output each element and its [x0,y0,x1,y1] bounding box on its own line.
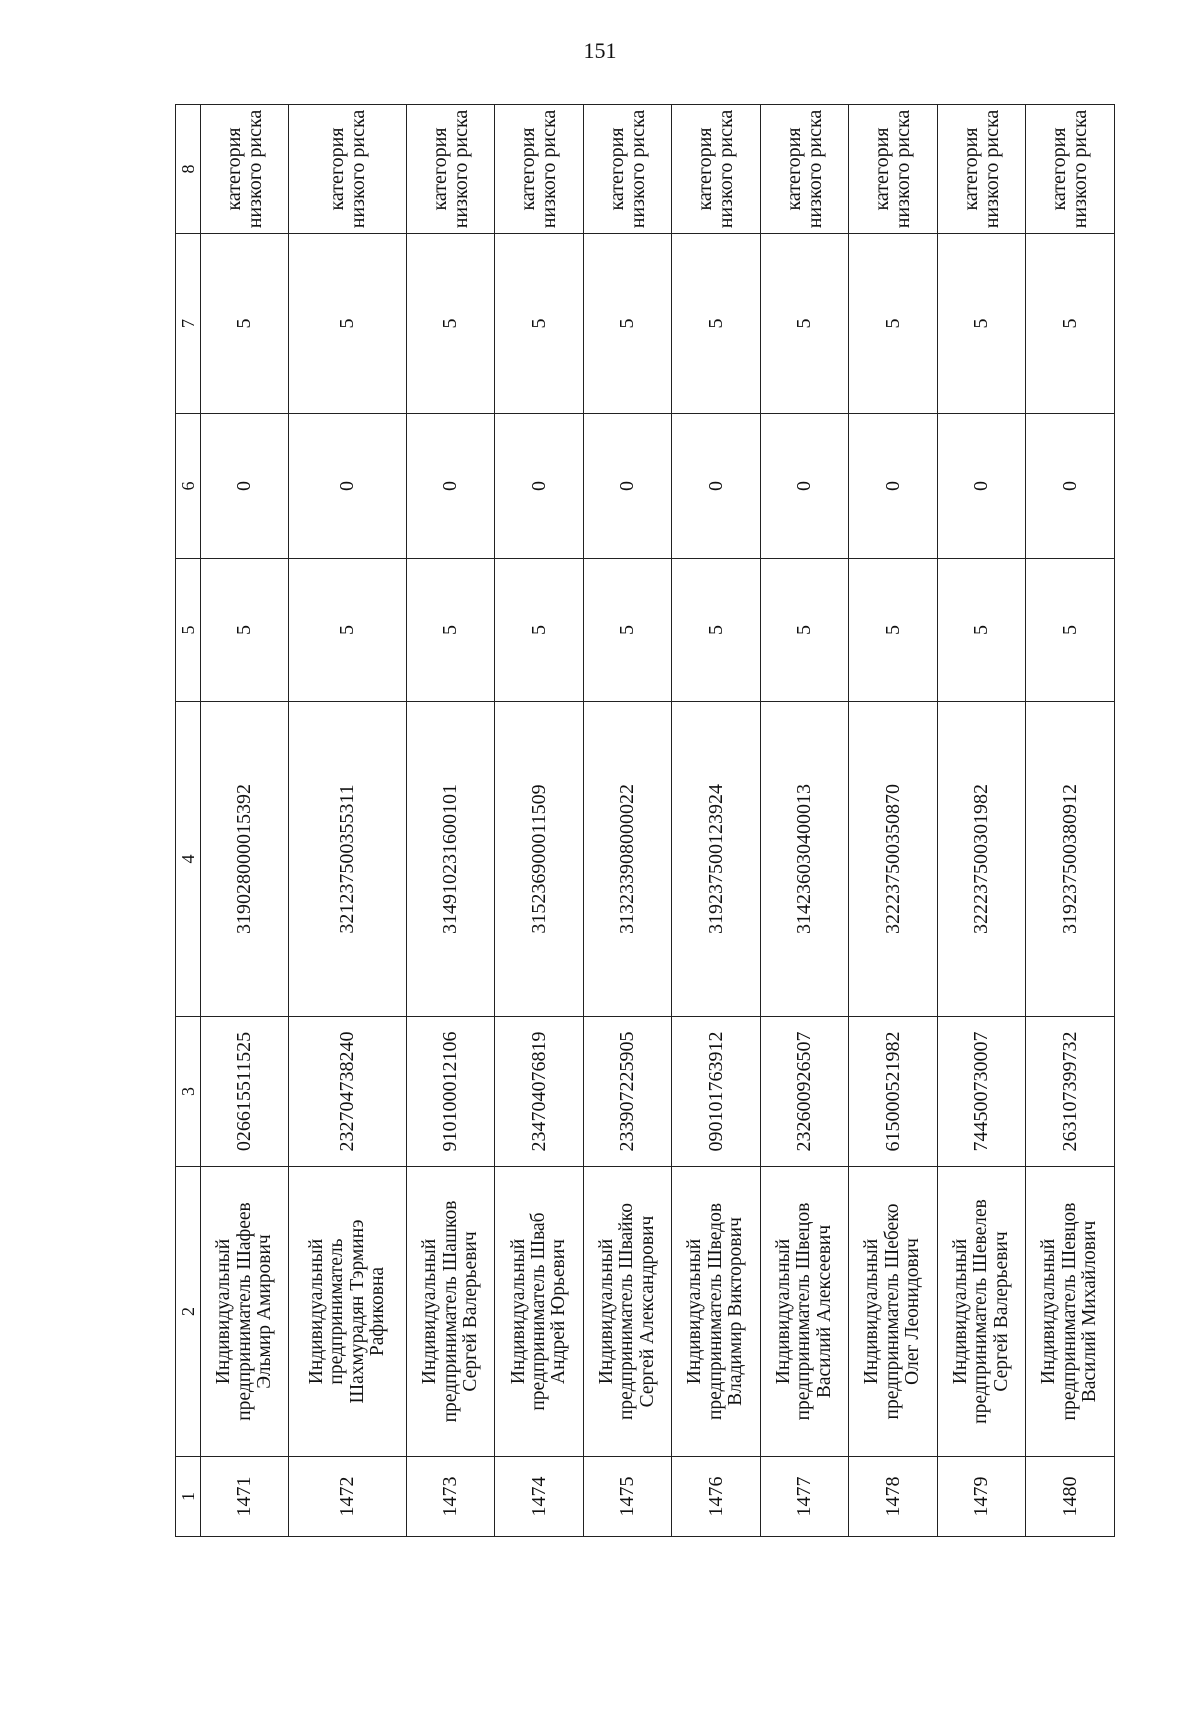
risk-category-cell-line: категория [428,127,451,211]
ogrnip-cell: 313233908000022 [583,702,671,1017]
entrepreneur-name-cell-line: Индивидуальный [305,1238,327,1385]
entrepreneur-name-cell-line: Индивидуальный [419,1238,441,1385]
entrepreneur-name-cell [495,1167,583,1457]
entrepreneur-name-cell-line: Владимир Викторович [725,1217,747,1406]
column-5-cell: 5 [495,559,583,702]
row-number-cell: 1478 [849,1457,937,1537]
risk-category-cell-line: категория [222,127,245,211]
entrepreneur-name-cell [937,1167,1025,1457]
entrepreneur-name-cell-line: Индивидуальный [684,1238,706,1385]
entrepreneur-name-cell [407,1167,495,1457]
table-row [1026,105,1115,1537]
entrepreneur-name-cell-line: Шахмурадян Тэрминэ [346,1219,368,1404]
risk-category-cell-line: категория [605,127,628,211]
column-5-cell: 5 [760,559,848,702]
entrepreneur-name-cell-line: Сергей Валерьевич [990,1231,1012,1392]
header-row [176,105,201,1537]
inn-cell: 910100012106 [407,1017,495,1167]
risk-category-cell-line: низкого риска [538,109,561,229]
risk-category-cell-line: низкого риска [715,109,738,229]
risk-category-cell-line: низкого риска [980,109,1003,229]
entrepreneur-name-cell-line: Индивидуальный [1038,1238,1060,1385]
inn-cell: 026615511525 [201,1017,289,1167]
entrepreneur-name-cell-line: предприниматель Шашков [439,1200,461,1423]
risk-category-cell [407,105,495,234]
row-number-cell: 1471 [201,1457,289,1537]
column-7-cell: 5 [672,234,760,414]
inn-cell: 263107399732 [1026,1017,1115,1167]
column-header-7: 7 [176,234,201,414]
row-number-cell: 1472 [289,1457,407,1537]
ogrnip-cell: 319237500380912 [1026,702,1115,1017]
inn-cell: 090101763912 [672,1017,760,1167]
entrepreneur-name-cell [201,1167,289,1457]
risk-category-cell-line: категория [782,127,805,211]
entrepreneur-name-cell-line: Андрей Юрьевич [548,1239,570,1384]
ogrnip-cell: 314910231600101 [407,702,495,1017]
table-row [495,105,583,1537]
risk-category-cell-line: категория [517,127,540,211]
row-number-cell: 1476 [672,1457,760,1537]
column-5-cell: 5 [937,559,1025,702]
column-6-cell: 0 [495,414,583,559]
table-row [672,105,760,1537]
column-5-cell: 5 [201,559,289,702]
ogrnip-cell: 321237500355311 [289,702,407,1017]
risk-category-cell-line: низкого риска [243,109,266,229]
inn-cell: 744500730007 [937,1017,1025,1167]
row-number-cell: 1474 [495,1457,583,1537]
entrepreneur-name-cell-line: Индивидуальный [861,1238,883,1385]
risk-category-cell-line: категория [871,127,894,211]
entrepreneur-name-cell-line: предприниматель [326,1238,348,1385]
table-body [201,105,1115,1537]
row-number-cell: 1480 [1026,1457,1115,1537]
column-6-cell: 0 [1026,414,1115,559]
risk-category-cell-line: категория [959,127,982,211]
inn-cell: 232600926507 [760,1017,848,1167]
risk-category-cell-line: низкого риска [803,109,826,229]
row-number-cell: 1479 [937,1457,1025,1537]
ogrnip-cell: 322237500350870 [849,702,937,1017]
risk-category-cell-line: низкого риска [346,109,369,229]
entrepreneur-name-cell [760,1167,848,1457]
table-row [937,105,1025,1537]
entrepreneur-name-cell-line: предприниматель Швецов [793,1202,815,1421]
entrepreneur-name-cell-line: Сергей Александрович [636,1215,658,1408]
risk-category-cell-line: категория [1048,127,1071,211]
risk-category-cell-line: низкого риска [626,109,649,229]
column-6-cell: 0 [289,414,407,559]
column-header-1: 1 [176,1457,201,1537]
row-number-cell: 1473 [407,1457,495,1537]
table-row [849,105,937,1537]
risk-category-cell [760,105,848,234]
entrepreneur-name-cell-line: предприниматель Шваб [527,1212,549,1411]
risk-category-cell [849,105,937,234]
entrepreneur-name-cell-line: Сергей Валерьевич [459,1231,481,1392]
column-7-cell: 5 [849,234,937,414]
column-7-cell: 5 [289,234,407,414]
column-7-cell: 5 [760,234,848,414]
ogrnip-cell: 315236900011509 [495,702,583,1017]
entrepreneur-name-cell-line: предприниматель Шевелев [970,1199,992,1424]
entrepreneur-name-cell [583,1167,671,1457]
entrepreneur-name-cell-line: Индивидуальный [213,1238,235,1385]
risk-category-cell [289,105,407,234]
column-5-cell: 5 [1026,559,1115,702]
column-7-cell: 5 [937,234,1025,414]
risk-category-cell-line: низкого риска [1069,109,1092,229]
inn-cell: 234704076819 [495,1017,583,1167]
ogrnip-cell: 314236030400013 [760,702,848,1017]
entrepreneur-name-cell-line: предприниматель Шевцов [1058,1202,1080,1421]
column-7-cell: 5 [201,234,289,414]
risk-category-cell [495,105,583,234]
table-row [201,105,289,1537]
table-row [407,105,495,1537]
entrepreneur-name-cell-line: предприниматель Шебеко [881,1203,903,1420]
column-7-cell: 5 [583,234,671,414]
row-number-cell: 1477 [760,1457,848,1537]
risk-category-cell-line: категория [694,127,717,211]
risk-category-cell [201,105,289,234]
entrepreneur-name-cell-line: предприниматель Швайко [616,1203,638,1420]
inn-cell: 615000521982 [849,1017,937,1167]
column-7-cell: 5 [495,234,583,414]
column-5-cell: 5 [583,559,671,702]
page-number: 151 [583,38,617,63]
entrepreneur-name-cell-line: Эльмир Амирович [253,1234,275,1389]
risk-category-cell [672,105,760,234]
entrepreneur-name-cell-line: Индивидуальный [507,1238,529,1385]
column-7-cell: 5 [407,234,495,414]
column-header-6: 6 [176,414,201,559]
registry-table [175,104,1115,1537]
entrepreneur-name-cell-line: предприниматель Шведов [704,1202,726,1421]
row-number-cell: 1475 [583,1457,671,1537]
column-header-2: 2 [176,1167,201,1457]
column-6-cell: 0 [672,414,760,559]
inn-cell: 232704738240 [289,1017,407,1167]
entrepreneur-name-cell [672,1167,760,1457]
entrepreneur-name-cell-line: Олег Леонидович [902,1238,924,1385]
entrepreneur-name-cell [1026,1167,1115,1457]
table-row [760,105,848,1537]
column-6-cell: 0 [937,414,1025,559]
table-row [289,105,407,1537]
entrepreneur-name-cell-line: Индивидуальный [596,1238,617,1385]
entrepreneur-name-cell [849,1167,937,1457]
column-5-cell: 5 [672,559,760,702]
risk-category-cell [937,105,1025,234]
column-5-cell: 5 [289,559,407,702]
column-7-cell: 5 [1026,234,1115,414]
column-6-cell: 0 [849,414,937,559]
entrepreneur-name-cell-line: Индивидуальный [949,1238,971,1385]
ogrnip-cell: 322237500301982 [937,702,1025,1017]
column-header-8: 8 [176,105,201,234]
ogrnip-cell: 319237500123924 [672,702,760,1017]
column-6-cell: 0 [407,414,495,559]
entrepreneur-name-cell-line: предприниматель Шафеев [233,1202,255,1421]
column-header-4: 4 [176,702,201,1017]
risk-category-cell-line: категория [325,127,348,211]
entrepreneur-name-cell-line: Рафиковна [367,1266,389,1357]
column-5-cell: 5 [407,559,495,702]
column-6-cell: 0 [760,414,848,559]
column-5-cell: 5 [849,559,937,702]
entrepreneur-name-cell-line: Василий Алексеевич [813,1224,835,1399]
column-header-3: 3 [176,1017,201,1167]
entrepreneur-name-cell [289,1167,407,1457]
column-6-cell: 0 [201,414,289,559]
inn-cell: 233907225905 [583,1017,671,1167]
column-header-5: 5 [176,559,201,702]
risk-category-cell-line: низкого риска [892,109,915,229]
risk-category-cell [583,105,671,234]
rotated-table-container [175,105,1115,1537]
entrepreneur-name-cell-line: Василий Михайлович [1079,1220,1101,1403]
table-row [583,105,671,1537]
column-6-cell: 0 [583,414,671,559]
entrepreneur-name-cell-line: Индивидуальный [772,1238,794,1385]
ogrnip-cell: 319028000015392 [201,702,289,1017]
risk-category-cell-line: низкого риска [449,109,472,229]
risk-category-cell [1026,105,1115,234]
